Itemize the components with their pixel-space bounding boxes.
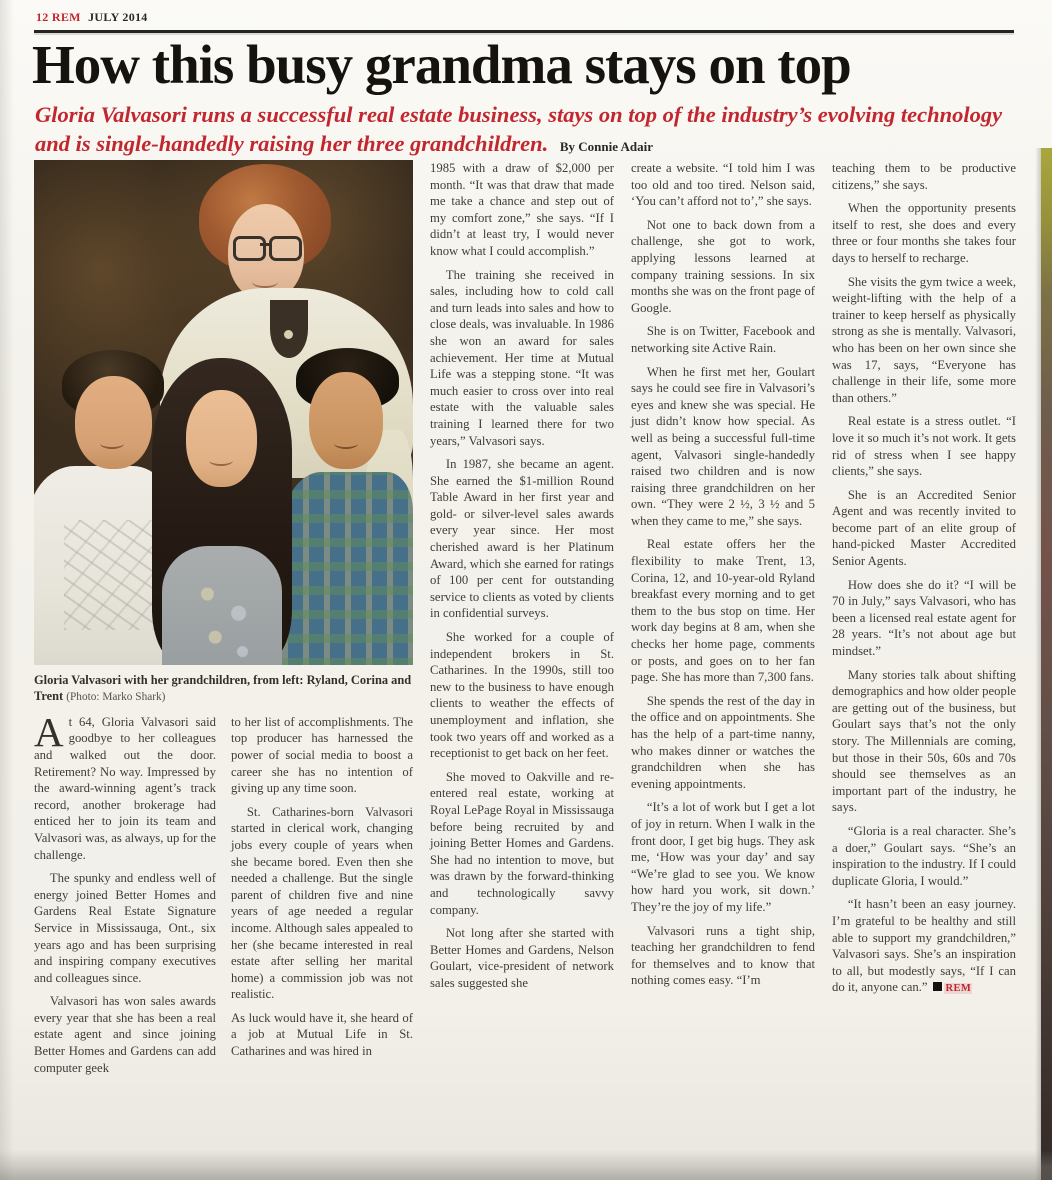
next-page-edge — [1041, 148, 1052, 1180]
page-header — [36, 10, 148, 25]
deck — [35, 101, 1023, 159]
paragraph: She moved to Oakville and re-entered real estate, working at Royal LePage Royal in Mississauga before being recruited by and joining Better Homes and Gardens. She had no intention to move, but was drawn by the forward-thinking and technologically savvy company. — [430, 769, 614, 917]
family-photo — [34, 160, 413, 665]
paragraph: Valvasori runs a tight ship, teaching her grandchildren to fend for themselves and to know that nothing comes easy. “I’m — [631, 923, 815, 988]
page-left-shadow — [0, 0, 14, 1180]
grandma-jacket-vneck — [270, 300, 308, 358]
boy-right-face — [309, 372, 383, 469]
girl-face — [186, 390, 257, 487]
folio-number: 12 REM — [36, 10, 81, 24]
paragraph — [34, 708, 216, 863]
grandma-necklace — [284, 330, 293, 339]
boy-left-smile — [100, 438, 124, 449]
paragraph: Many stories talk about shifting demographics and how older people are getting out of the business, but Goulart says that’s not the only story. The Millennials are coming, but those in their 50s, 60s and 70s should see themselves as an important part of the industry, he says. — [832, 667, 1016, 815]
lede-columns — [34, 708, 413, 1083]
article-body — [34, 160, 1020, 1083]
end-mark-square-icon — [933, 982, 942, 991]
paragraph: She is on Twitter, Facebook and networking site Active Rain. — [631, 324, 815, 355]
paragraph: St. Catharines-born Valvasori started in clerical work, changing jobs every couple of years when she became bored. Even then she needed a challenge. But the single parent of children five and nine years of age needed a regular income. Although sales appealed to her (she became interested in real estate after selling her marital home) a commission job was not realistic. — [231, 804, 413, 1002]
paragraph: How does she do it? “I will be 70 in July,” says Valvasori, who has been a licensed real estate agent for 28 years. “It’s not about age but mindset.” — [832, 577, 1016, 659]
paragraph: She spends the rest of the day in the office and on appointments. She has the help of a part-time nanny, who makes dinner or watches the grandchildren when she has evening appointments. — [631, 693, 815, 791]
girl-smile — [209, 455, 233, 466]
grandma-glasses-right-lens — [269, 236, 302, 261]
end-mark-rem: REM — [945, 983, 972, 995]
paragraph: Valvasori has won sales awards every year that she has been a real estate agent and since joining Better Homes and Gardens can add computer geek — [34, 994, 216, 1075]
paragraph: She is an Accredited Senior Agent and was recently invited to become part of an elite group of hand-picked Master Accredited Senior Agents. — [832, 487, 1016, 569]
headline: How this busy grandma stays on top — [32, 34, 851, 95]
paragraph: 1985 with a draw of $2,000 per month. “It was that draw that made me take a chance and step out of my comfort zone,” she says. “If I didn’t at least try, I would never know what I could accomplish.” — [430, 161, 614, 258]
header-rule — [34, 30, 1014, 33]
boy-left-face — [75, 376, 152, 469]
photo-caption — [34, 672, 413, 705]
paragraph: “It’s a lot of work but I get a lot of joy in return. When I walk in the front door, I get big hugs. They ask me, ‘How was your day’ and say “We’re glad to see you. We know how hard you work, sit down.’ They’re the joy of my life.” — [631, 800, 815, 914]
paragraph: Not one to back down from a challenge, she got to work, applying lessons learned at company training sessions. In six months she was on the front page of Google. — [631, 217, 815, 315]
paragraph: Not long after she started with Better Homes and Gardens, Nelson Goulart, vice-president of network sales suggested she — [430, 926, 614, 990]
column-3 — [430, 160, 614, 1083]
issue-date: JULY 2014 — [88, 10, 148, 24]
paragraph: When the opportunity presents itself to rest, she does and every three or four months she takes four days to herself to recharge. — [832, 201, 1016, 265]
paragraph-text: “It hasn’t been an easy journey. I’m grateful to be healthy and still able to support my grandchildren,” Valvasori says. She’s an inspiration to all, but modestly says, “If I can do it, anyone can.” — [832, 897, 1016, 995]
byline: By Connie Adair — [559, 138, 654, 154]
boy-right-plaid-shirt — [282, 472, 413, 665]
paragraph-text: t 64, Gloria Valvasori said goodbye to her colleagues and walked out the door. Retirement? No way. Impressed by the award-winning agent’s track record, another brokerage had enticed her to join its team and Valvasori was, as always, up for the challenge. — [34, 714, 216, 862]
boy-left-shirt-graphic — [64, 520, 154, 630]
paragraph: The training she received in sales, including how to cold call and turn leads into sales and how to close deals, was invaluable. In 1986 she won an award for sales achievement. Her time at Mutual Life was a stepping stone. “It was much easier to cross over into real estate with the valuable sales training I learned there for two years,” Valvasori says. — [430, 267, 614, 448]
deck-text: Gloria Valvasori runs a successful real estate business, stays on top of the industry’s evolving technology and is single-handedly raising her three grandchildren. — [35, 102, 1003, 156]
paragraph: create a website. “I told him I was too old and too tired. Nelson said, ‘You can’t afford not to’,” she says. — [631, 161, 815, 209]
paragraph: She worked for a couple of independent brokers in St. Catharines. In the 1990s, still too new to the business to have enough clients to weather the effects of unemployment and inflation, she took two years off and worked as a receptionist to get back on her feet. — [430, 630, 614, 761]
boy-right-smile — [334, 438, 358, 449]
paragraph: Real estate offers her the flexibility to make Trent, 13, Corina, 12, and 10-year-old Ryland breakfast every morning and to get them to the bus stop on time. Her work day begins at 8 am, when she checks her home page, comments or posts, and goes on to her fan page. She has more than 7,300 fans. — [631, 537, 815, 685]
paragraph: to her list of accomplishments. The top producer has harnessed the power of social media to boost a career she has no intention of giving up any time soon. — [231, 714, 413, 796]
paragraph: She visits the gym twice a week, weight-lifting with the help of a trainer to keep herself as physically strong as she is mentally. Valvasori, who has been on her own since she was 17, says, “Everyone has challenge in their life, some more than others.” — [832, 274, 1016, 405]
column-5 — [832, 160, 1016, 1083]
paragraph: As luck would have it, she heard of a job at Mutual Life in St. Catharines and was hired in — [231, 1010, 413, 1059]
girl-shirt-pattern — [184, 570, 262, 665]
grandma-glasses-left-lens — [233, 236, 266, 261]
grandma-smile — [252, 276, 278, 288]
column-1 — [34, 708, 216, 1083]
photo-caption-text: Gloria Valvasori with her grandchildren, from left: Ryland, Corina and Trent — [34, 673, 412, 704]
drop-cap: A — [34, 708, 64, 755]
paragraph — [832, 896, 1016, 998]
paragraph: Real estate is a stress outlet. “I love it so much it’s not work. It gets rid of stress when I see happy clients,” she says. — [832, 414, 1016, 479]
column-4 — [631, 160, 815, 1083]
photo-and-lede-block — [34, 160, 413, 1083]
page-bottom-shadow — [0, 1150, 1052, 1180]
column-2 — [231, 714, 413, 1083]
grandma-glasses-bridge — [260, 243, 270, 246]
paragraph: The spunky and endless well of energy joined Better Homes and Gardens Real Estate Signature Service in Mississauga, Ont., six years ago and has been surprising and inspiring company executives and colleagues since. — [34, 871, 216, 985]
paragraph: “Gloria is a real character. She’s a doer,” Goulart says. “She’s an inspiration to the industry. If I could duplicate Gloria, I would.” — [832, 823, 1016, 888]
photo-credit: (Photo: Marko Shark) — [66, 691, 166, 704]
paragraph: In 1987, she became an agent. She earned the $1-million Round Table Award in her first year and gold- or silver-level sales awards every year since. Her most cherished award is her Platinum Award, which she earned for ratings of 100 per cent for outstanding service to clients as voted by clients in confidential surveys. — [430, 457, 614, 621]
paragraph: When he first met her, Goulart says he could see fire in Valvasori’s eyes and knew she was special. He just didn’t know how special. As well as being a successful full-time agent, Valvasori single-handedly raised two children and is now raising three grandchildren on her own. “They were 2 ½, 3 ½ and 5 when they came to me,” she says. — [631, 364, 815, 528]
paragraph: teaching them to be productive citizens,” she says. — [832, 161, 1016, 192]
